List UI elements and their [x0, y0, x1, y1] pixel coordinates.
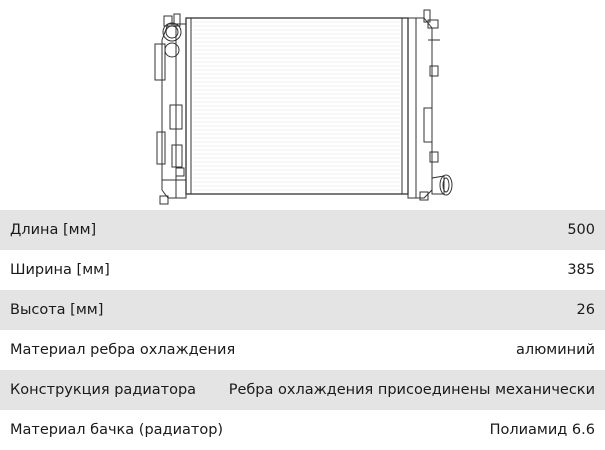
spec-label: Материал бачка (радиатор)	[10, 422, 224, 438]
spec-label: Высота [мм]	[10, 302, 104, 318]
spec-label: Ширина [мм]	[10, 262, 110, 278]
outlet-pipe	[432, 176, 444, 194]
spec-row-construction	[0, 370, 605, 410]
spec-label: Конструкция радиатора	[10, 382, 197, 398]
radiator-drawing-icon	[0, 0, 605, 210]
spec-value: Ребра охлаждения присоединены механически	[228, 382, 595, 398]
spec-value: алюминий	[515, 342, 595, 358]
spec-value: Полиамид 6.6	[489, 422, 595, 438]
spec-row-height	[0, 290, 605, 330]
specifications-table	[0, 210, 605, 450]
product-drawing	[0, 0, 605, 210]
spec-value: 385	[567, 262, 595, 278]
spec-row-width	[0, 250, 605, 290]
spec-row-fin-material	[0, 330, 605, 370]
spec-value: 500	[567, 222, 595, 238]
spec-row-length	[0, 210, 605, 250]
spec-value: 26	[576, 302, 595, 318]
spec-label: Материал ребра охлаждения	[10, 342, 236, 358]
spec-label: Длина [мм]	[10, 222, 97, 238]
spec-row-tank-material	[0, 410, 605, 450]
